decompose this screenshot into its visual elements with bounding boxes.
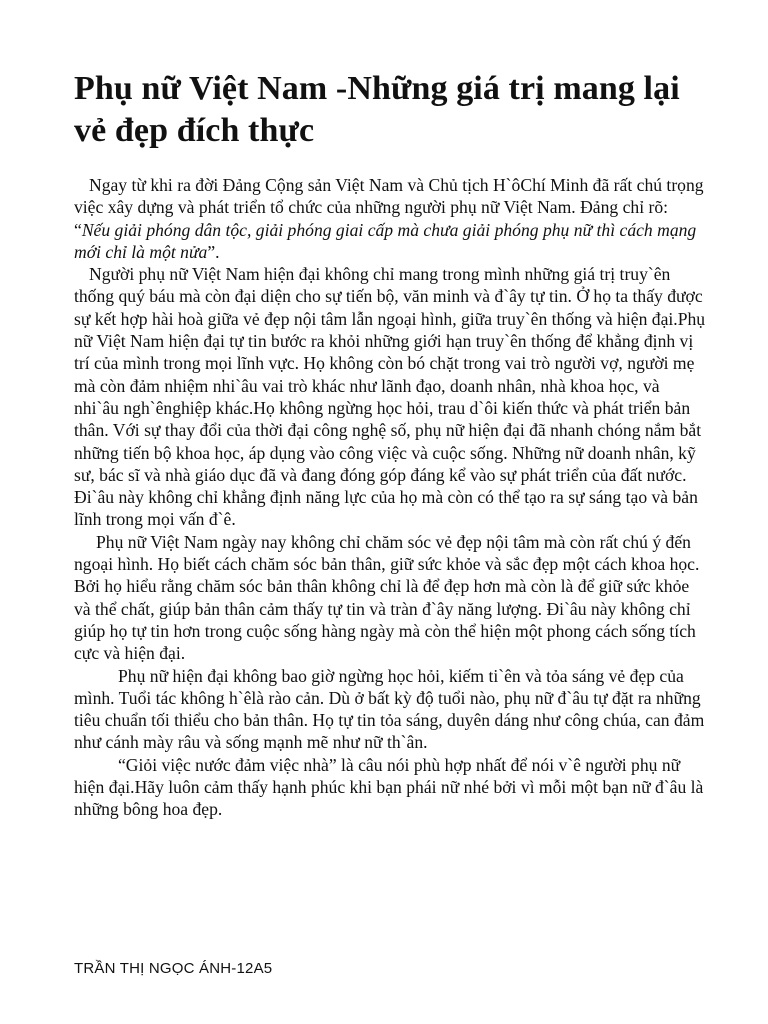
paragraph-1-intro: Ngay từ khi ra đời Đảng Cộng sản Việt Nam và Chủ tịch H`ôChí Minh đã rất chú trọng việc xây dựng và phát triển tổ chức của những người phụ nữ Việt Nam. Đảng chỉ rõ: “ (74, 175, 704, 240)
paragraph-2: Người phụ nữ Việt Nam hiện đại không chỉ mang trong mình những giá trị truy`ên thống quý báu mà còn đại diện cho sự tiến bộ, văn minh và đ`ây tự tin. Ở họ ta thấy được sự kết hợp hài hoà giữa vẻ đẹp nội tâm lẫn ngoại hình, giữa truy`ên thống và hiện đại.Phụ nữ Việt Nam hiện đại tự tin bước ra khỏi những giới hạn truy`ên thống để khẳng định vị trí của mình trong mọi lĩnh vực. Họ không còn bó chặt trong vai trò người vợ, người mẹ mà còn đảm nhiệm nhi`âu vai trò khác như lãnh đạo, doanh nhân, nhà khoa học, và nhi`âu ngh`ênghiệp khác.Họ không ngừng học hỏi, trau d`ôi kiến thức và phát triển bản thân. Với sự thay đổi của thời đại công nghệ số, phụ nữ hiện đại đã nhanh chóng nắm bắt những tiến bộ khoa học, áp dụng vào công việc và cuộc sống. Những nữ doanh nhân, kỹ sư, bác sĩ và nhà giáo dục đã và đang đóng góp đáng kể vào sự phát triển của đất nước. Đi`âu này không chỉ khẳng định năng lực của họ mà còn có thể tạo ra sự sáng tạo và bản lĩnh trong mọi vấn đ`ê. (74, 264, 706, 530)
paragraph-1 (74, 174, 706, 263)
document-title: Phụ nữ Việt Nam -Những giá trị mang lại vẻ đẹp đích thực (74, 70, 680, 149)
author-signature: TRẦN THỊ NGỌC ÁNH-12A5 (74, 960, 273, 977)
paragraph-4: Phụ nữ hiện đại không bao giờ ngừng học hỏi, kiếm ti`ên và tỏa sáng vẻ đẹp của mình. Tuổi tác không h`êlà rào cản. Dù ở bất kỳ độ tuổi nào, phụ nữ đ`âu tự đặt ra những tiêu chuẩn tối thiểu cho bản thân. Họ tự tin tỏa sáng, duyên dáng như công chúa, can đảm như cánh mày râu và sống mạnh mẽ như nữ th`ân. (74, 665, 705, 753)
paragraph-3: Phụ nữ Việt Nam ngày nay không chỉ chăm sóc vẻ đẹp nội tâm mà còn rất chú ý đến ngoại hình. Họ biết cách chăm sóc bản thân, giữ sức khỏe và sắc đẹp một cách khoa học. Bởi họ hiểu rằng chăm sóc bản thân không chỉ là để đẹp hơn mà còn là để giữ sức khỏe và thể chất, giúp bản thân cảm thấy tự tin và tràn đ`ây năng lượng. Đi`âu này không chỉ giúp họ tự tin hơn trong cuộc sống hàng ngày mà còn thể hiện một phong cách sống tích cực và hiện đại. (74, 531, 700, 664)
paragraph-1-quote-end: ”. (207, 241, 220, 262)
document-body (74, 174, 706, 821)
paragraph-5: “Giỏi việc nước đảm việc nhà” là câu nói phù hợp nhất để nói v`ê người phụ nữ hiện đại.Hãy luôn cảm thấy hạnh phúc khi bạn phái nữ nhé bởi vì mỗi một bạn nữ đ`âu là những bông hoa đẹp. (74, 754, 704, 820)
party-quote: Nếu giải phóng dân tộc, giải phóng giai cấp mà chưa giải phóng phụ nữ thì cách mạng mới chỉ là một nửa (74, 219, 697, 262)
